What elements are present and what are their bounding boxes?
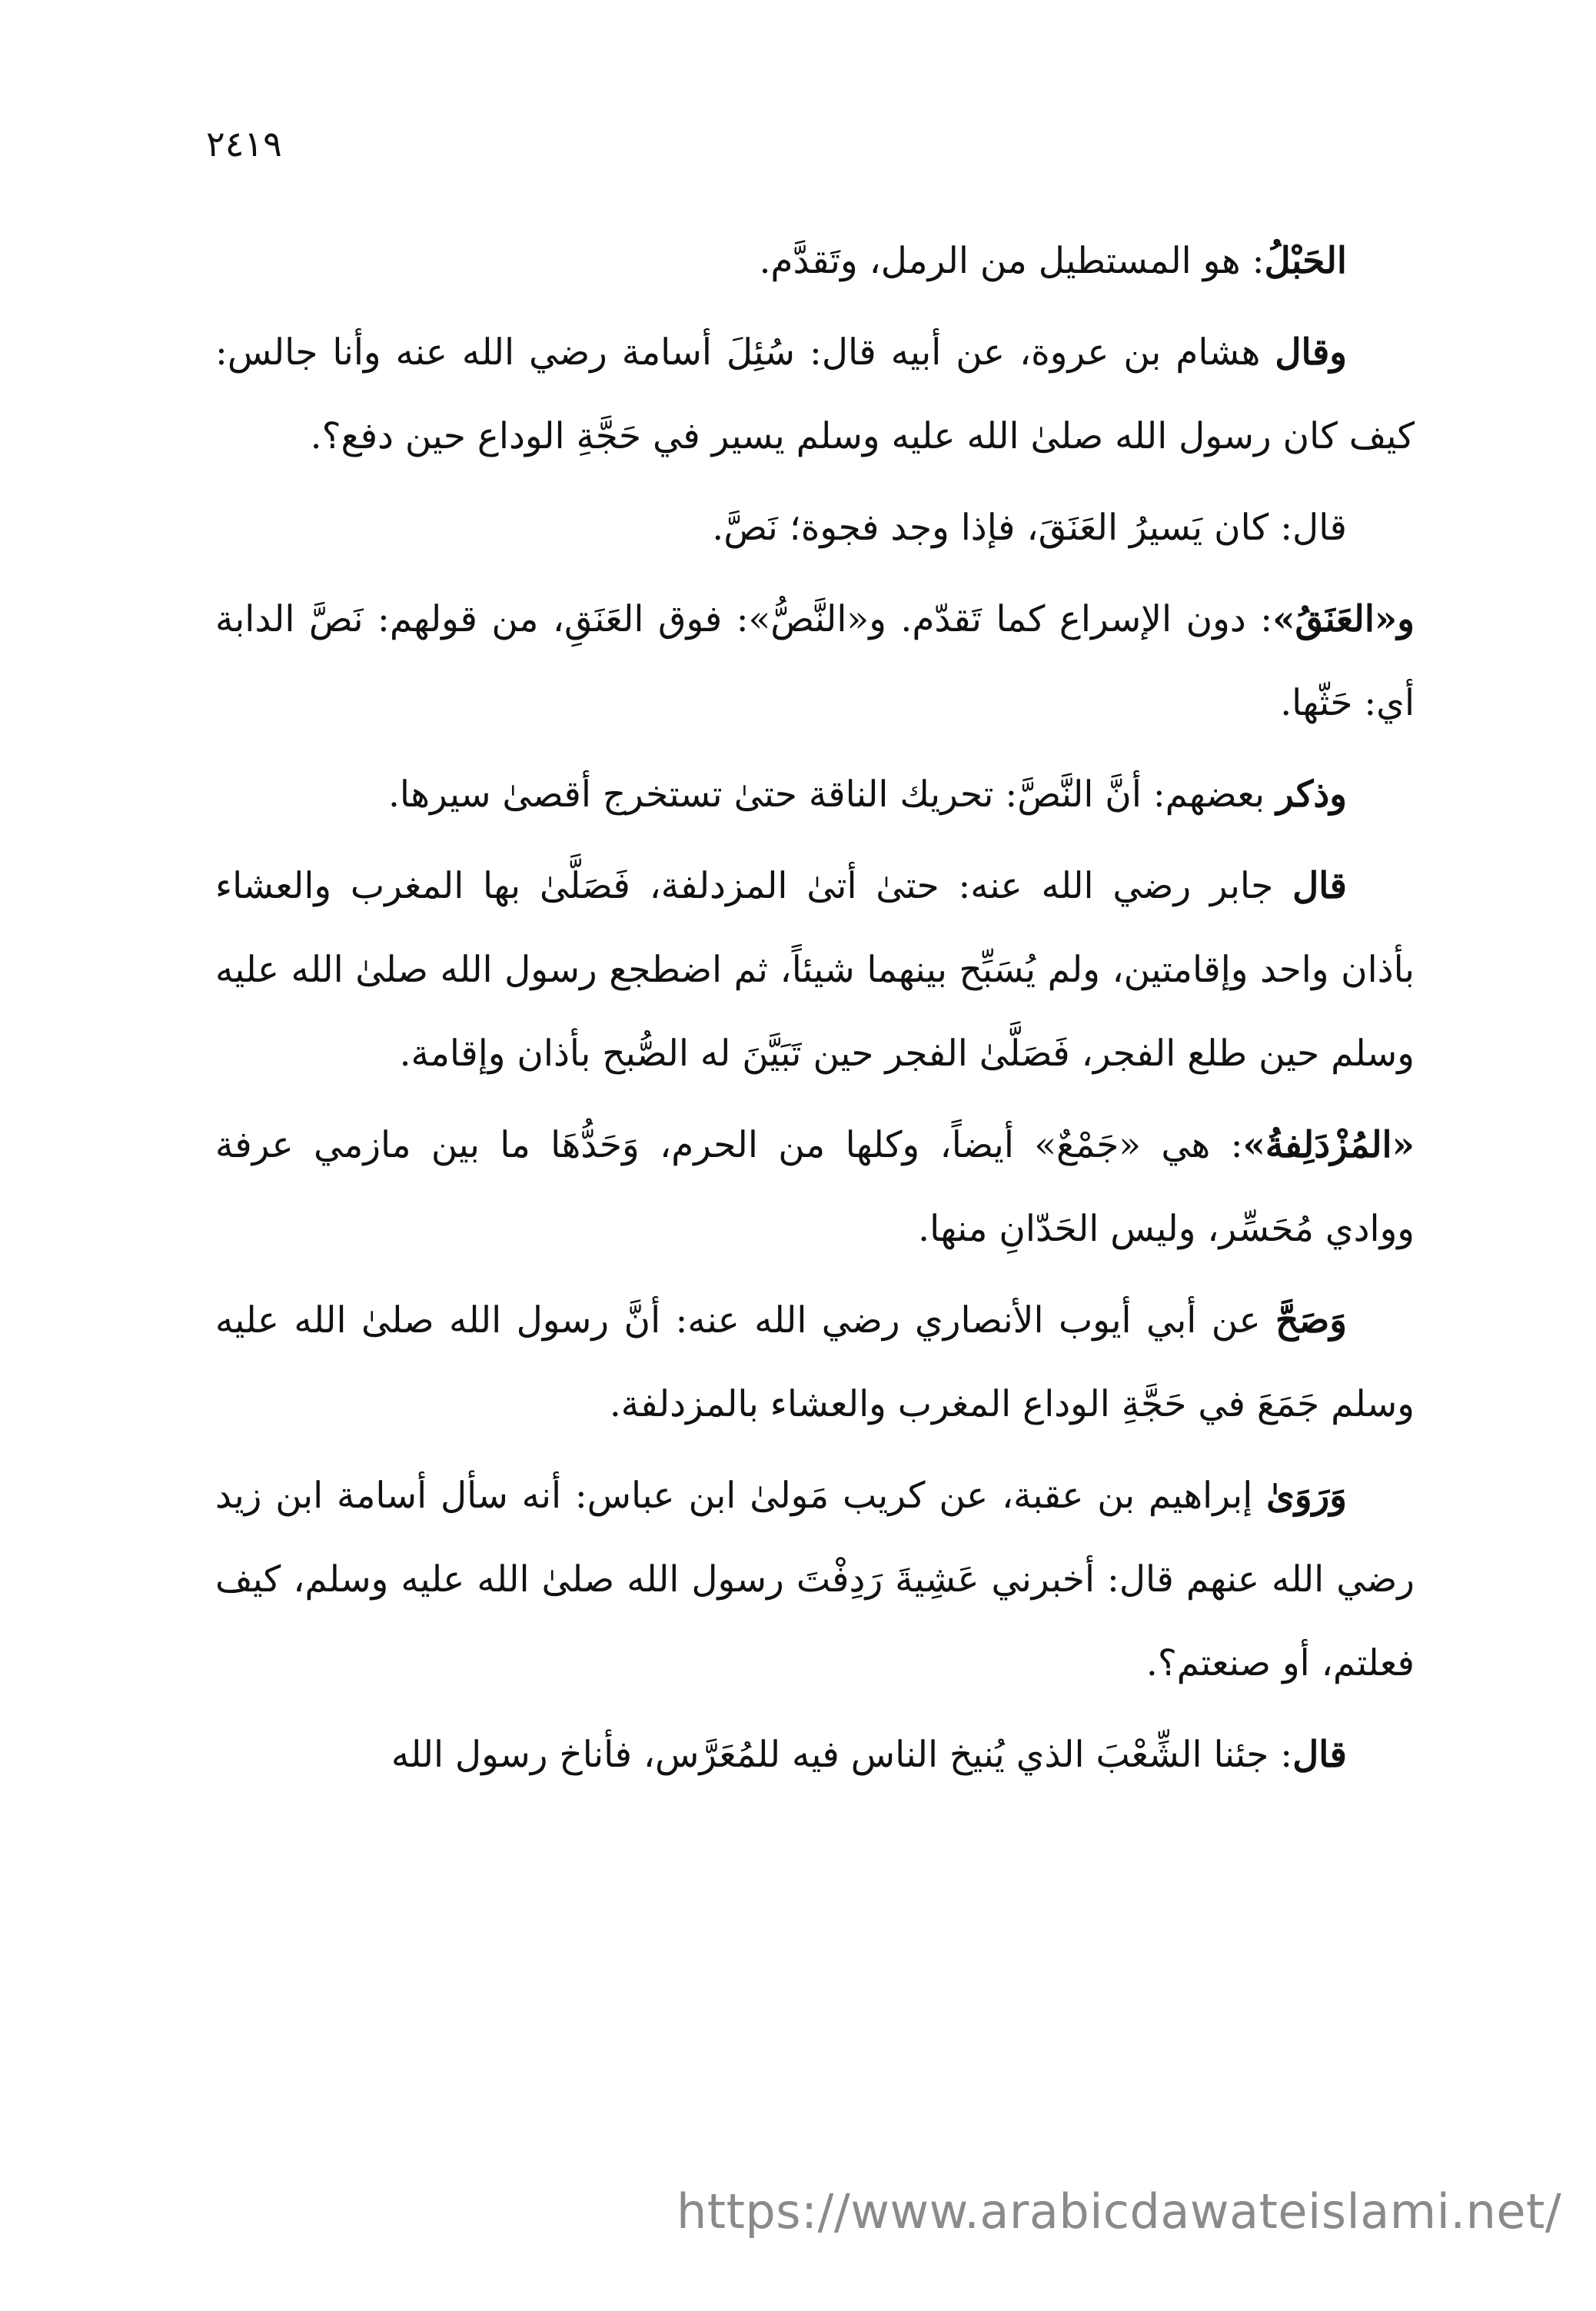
paragraph-lead: و«العَنَقُ» — [1272, 598, 1415, 640]
paragraph-lead: وذكر — [1276, 773, 1347, 816]
paragraph-text: قال: كان يَسيرُ العَنَقَ، فإذا وجد فجوة؛ نَصَّ. — [712, 507, 1347, 549]
paragraph-text: إبراهيم بن عقبة، عن كريب مَولىٰ ابن عباس: أنه سأل أسامة ابن زيد رضي الله عنهم قال: أخبرني عَشِيةَ رَدِفْتَ رسول الله صلىٰ الله عليه وسلم، كيف فعلتم، أو صنعتم؟. — [215, 1475, 1415, 1684]
paragraph — [215, 486, 1415, 570]
paragraph-text: جابر رضي الله عنه: حتىٰ أتىٰ المزدلفة، فَصَلَّىٰ بها المغرب والعشاء بأذان واحد وإقامتين، ولم يُسَبِّح بينهما شيئاً، ثم اضطجع رسول الله صلىٰ الله عليه وسلم حين طلع الفجر، فَصَلَّىٰ الفجر حين تَبَيَّنَ له الصُّبح بأذان وإقامة. — [215, 865, 1415, 1075]
paragraph — [215, 1454, 1415, 1705]
paragraph-lead: قال — [1292, 1734, 1347, 1776]
paragraph — [215, 219, 1415, 303]
page-body — [215, 219, 1415, 1804]
paragraph-lead: وَصَحَّ — [1275, 1299, 1347, 1342]
paragraph-text: : هي «جَمْعٌ» أيضاً، وكلها من الحرم، وَحَدُّهَا ما بين مازمي عرفة ووادي مُحَسِّر، وليس الحَدّانِ منها. — [215, 1124, 1415, 1250]
paragraph — [215, 1103, 1415, 1271]
paragraph — [215, 753, 1415, 836]
paragraph — [215, 1713, 1415, 1797]
paragraph-lead: قال — [1292, 865, 1347, 907]
paragraph — [215, 1279, 1415, 1446]
paragraph — [215, 844, 1415, 1096]
paragraph-text: عن أبي أيوب الأنصاري رضي الله عنه: أنَّ رسول الله صلىٰ الله عليه وسلم جَمَعَ في حَجَّةِ الوداع المغرب والعشاء بالمزدلفة. — [215, 1299, 1415, 1425]
paragraph-lead: وَرَوَىٰ — [1266, 1475, 1347, 1517]
paragraph-lead: وقال — [1275, 331, 1347, 374]
paragraph — [215, 577, 1415, 745]
paragraph-text: : جئنا الشِّعْبَ الذي يُنيخ الناس فيه للمُعَرَّس، فأناخ رسول الله — [391, 1734, 1293, 1776]
paragraph-text: : دون الإسراع كما تَقدّم. و«النَّصُّ»: فوق العَنَقِ، من قولهم: نَصَّ الدابة أي: حَثّها. — [215, 598, 1415, 724]
paragraph-text: بعضهم: أنَّ النَّصَّ: تحريك الناقة حتىٰ تستخرج أقصىٰ سيرها. — [387, 773, 1277, 816]
paragraph — [215, 311, 1415, 478]
paragraph-text: هشام بن عروة، عن أبيه قال: سُئِلَ أسامة رضي الله عنه وأنا جالس: كيف كان رسول الله صلىٰ الله عليه وسلم يسير في حَجَّةِ الوداع حين دفع؟. — [215, 331, 1415, 457]
page-number: ٢٤١٩ — [206, 123, 282, 165]
watermark-url: https://www.arabicdawateislami.net/ — [677, 2183, 1562, 2240]
paragraph-text: : هو المستطيل من الرمل، وتَقدَّم. — [759, 240, 1265, 282]
paragraph-lead: «المُزْدَلِفةُ» — [1242, 1124, 1415, 1166]
paragraph-lead: الحَبْلُ — [1264, 240, 1347, 282]
